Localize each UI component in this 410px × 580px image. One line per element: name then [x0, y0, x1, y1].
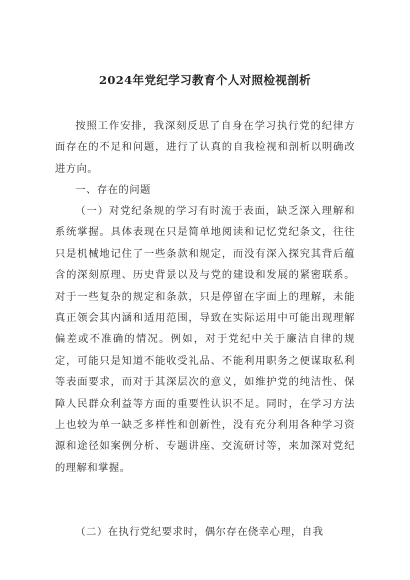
document-title: 2024年党纪学习教育个人对照检视剖析: [98, 73, 312, 87]
problem-item-2: （二）在执行党纪要求时，偶尔存在侥幸心理，自我: [75, 527, 324, 538]
section-heading: 一、存在的问题: [75, 185, 151, 196]
intro-paragraph: 按照工作安排，我深刻反思了自身在学习执行党的纪律方面存在的不足和问题，进行了认真的自我检视和剖析以明确改进方向。: [55, 121, 355, 175]
problem-item-1: （一）对党纪条规的学习有时流于表面，缺乏深入理解和系统掌握。具体表现在只是简单地阅读和记忆党纪条文，往往只是机械地记住了一些条款和规定，而没有深入探究其背后蕴含的深刻原理、历史背景以及与党的建设和发展的紧密联系。对于一些复杂的规定和条款，只是停留在字面上的理解，未能真正领会其内涵和适用范围，导致在实际运用中可能出现理解偏差或不准确的情况。例如，对于党纪中关于廉洁自律的规定，可能只是知道不能收受礼品、不能利用职务之便谋取私利等表面要求，而对于其深层次的意义，如维护党的纯洁性、保障人民群众利益等方面的重要性认识不足。同时，在学习方法上也较为单一缺乏多样性和创新性，没有充分利用各种学习资源和途径如案例分析、专题讲座、交流研讨等，来加深对党纪的理解和掌握。: [55, 206, 355, 474]
